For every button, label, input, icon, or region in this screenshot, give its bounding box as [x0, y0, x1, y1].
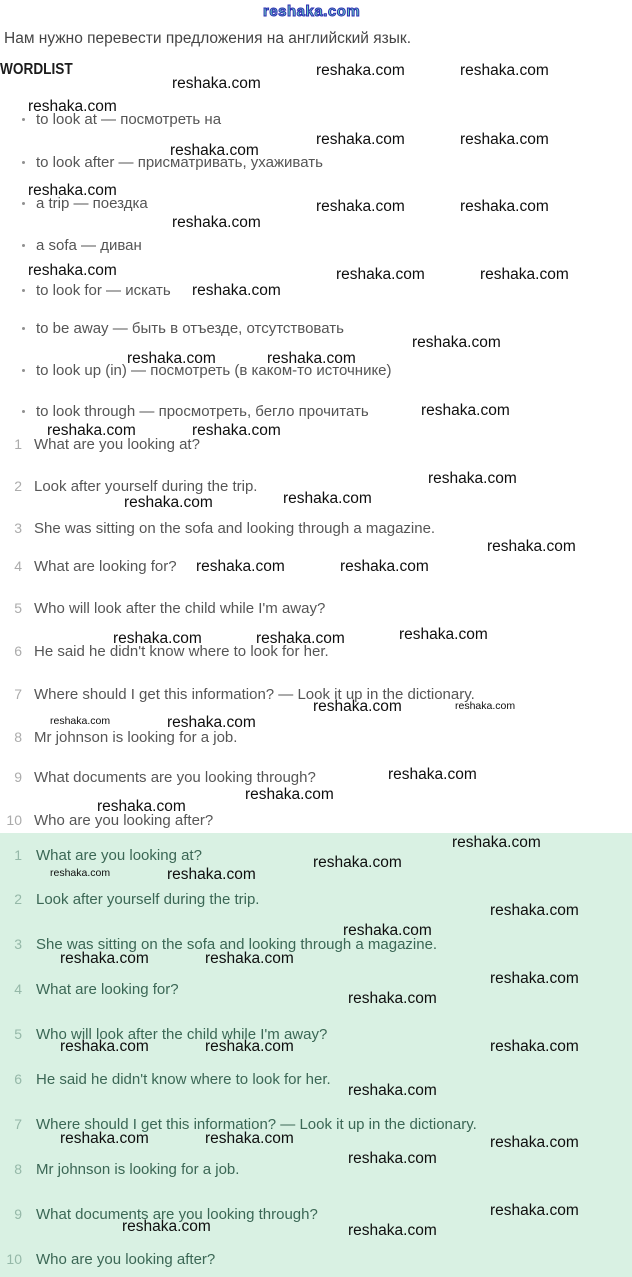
wordlist-item-text: to look at — посмотреть на [36, 111, 222, 128]
answer-number: 6 [14, 1071, 22, 1087]
task-text: She was sitting on the sofa and looking through a magazine. [34, 520, 436, 537]
watermark: reshaka.com [60, 1038, 149, 1055]
answer-text: Look after yourself during the trip. [36, 891, 260, 908]
answer-text: He said he didn't know where to look for her. [36, 1071, 331, 1088]
watermark: reshaka.com [50, 715, 111, 727]
answer-text: Who will look after the child while I'm away? [36, 1026, 328, 1043]
watermark: reshaka.com [313, 698, 402, 715]
task-number: 1 [14, 436, 22, 452]
watermark: reshaka.com [487, 538, 576, 555]
task-item [0, 437, 632, 455]
watermark: reshaka.com [460, 62, 549, 79]
task-number: 3 [14, 520, 22, 536]
answer-text: What documents are you looking through? [36, 1206, 318, 1223]
task-number: 5 [14, 600, 22, 616]
wordlist-item [36, 404, 369, 419]
watermark: reshaka.com [313, 854, 402, 871]
wordlist-item-text: to look after — присматривать, ухаживать [36, 154, 323, 171]
watermark: reshaka.com [192, 422, 281, 439]
watermark: reshaka.com [167, 866, 256, 883]
watermark: reshaka.com [172, 75, 261, 92]
watermark: reshaka.com [127, 350, 216, 367]
watermark: reshaka.com [316, 198, 405, 215]
watermark: reshaka.com [348, 1222, 437, 1239]
task-item [0, 601, 632, 619]
task-text: What documents are you looking through? [34, 769, 316, 786]
watermark: reshaka.com [256, 630, 345, 647]
task-number: 4 [14, 558, 22, 574]
wordlist-title: WORDLIST [0, 61, 73, 78]
watermark: reshaka.com [412, 334, 501, 351]
task-text: He said he didn't know where to look for her. [34, 643, 329, 660]
task-text: Where should I get this information? — Look it up in the dictionary. [34, 686, 475, 703]
watermark: reshaka.com [455, 700, 516, 712]
wordlist-item-text: a trip — поездка [36, 195, 148, 212]
task-text: What are looking for? [34, 558, 177, 575]
watermark: reshaka.com [283, 490, 372, 507]
answer-number: 10 [6, 1251, 22, 1267]
watermark: reshaka.com [490, 1202, 579, 1219]
watermark: reshaka.com [452, 834, 541, 851]
task-text: Who are you looking after? [34, 812, 214, 829]
watermark: reshaka.com [28, 182, 117, 199]
wordlist-item-text: to look through — просмотреть, бегло прочитать [36, 403, 369, 420]
wordlist-item [36, 283, 171, 298]
watermark: reshaka.com [490, 902, 579, 919]
answer-number: 1 [14, 847, 22, 863]
answer-item [0, 1072, 632, 1090]
watermark: reshaka.com [205, 1130, 294, 1147]
task-number: 7 [14, 686, 22, 702]
site-watermark: reshaka.com [263, 3, 361, 20]
watermark: reshaka.com [113, 630, 202, 647]
watermark: reshaka.com [421, 402, 510, 419]
watermark: reshaka.com [316, 62, 405, 79]
answer-text: Mr johnson is looking for a job. [36, 1161, 240, 1178]
bullet-icon [22, 244, 25, 247]
bullet-icon [22, 202, 25, 205]
watermark: reshaka.com [348, 990, 437, 1007]
watermark: reshaka.com [245, 786, 334, 803]
watermark: reshaka.com [388, 766, 477, 783]
answer-number: 4 [14, 981, 22, 997]
watermark: reshaka.com [167, 714, 256, 731]
watermark: reshaka.com [490, 970, 579, 987]
watermark: reshaka.com [192, 282, 281, 299]
task-number: 8 [14, 729, 22, 745]
watermark: reshaka.com [124, 494, 213, 511]
answer-text: Where should I get this information? — Look it up in the dictionary. [36, 1116, 477, 1133]
watermark: reshaka.com [28, 98, 117, 115]
task-number: 9 [14, 769, 22, 785]
wordlist-item [36, 321, 344, 336]
wordlist-item-text: to be away — быть в отъезде, отсутствовать [36, 320, 344, 337]
wordlist-item-text: to look up (in) — посмотреть (в каком-то источнике) [36, 362, 392, 379]
answer-text: She was sitting on the sofa and looking through a magazine. [36, 936, 438, 953]
watermark: reshaka.com [60, 950, 149, 967]
task-number: 2 [14, 478, 22, 494]
task-number: 6 [14, 643, 22, 659]
watermark: reshaka.com [47, 422, 136, 439]
answer-text: Who are you looking after? [36, 1251, 216, 1268]
watermark: reshaka.com [267, 350, 356, 367]
answer-number: 5 [14, 1026, 22, 1042]
intro-text: Нам нужно перевести предложения на английский язык. [4, 30, 411, 47]
answer-number: 2 [14, 891, 22, 907]
watermark: reshaka.com [205, 1038, 294, 1055]
watermark: reshaka.com [348, 1082, 437, 1099]
answer-number: 3 [14, 936, 22, 952]
wordlist-item [36, 238, 142, 253]
watermark: reshaka.com [336, 266, 425, 283]
answer-text: What are you looking at? [36, 847, 202, 864]
task-text: Mr johnson is looking for a job. [34, 729, 238, 746]
answer-text: What are looking for? [36, 981, 179, 998]
watermark: reshaka.com [170, 142, 259, 159]
task-item [0, 730, 632, 748]
answer-item [0, 1252, 632, 1270]
watermark: reshaka.com [172, 214, 261, 231]
task-text: Look after yourself during the trip. [34, 478, 258, 495]
answer-number: 8 [14, 1161, 22, 1177]
task-text: Who will look after the child while I'm away? [34, 600, 326, 617]
watermark: reshaka.com [490, 1038, 579, 1055]
watermark: reshaka.com [50, 867, 111, 879]
task-number: 10 [6, 812, 22, 828]
watermark: reshaka.com [399, 626, 488, 643]
watermark: reshaka.com [28, 262, 117, 279]
answer-number: 9 [14, 1206, 22, 1222]
watermark: reshaka.com [480, 266, 569, 283]
watermark: reshaka.com [122, 1218, 211, 1235]
answer-item [0, 1162, 632, 1180]
watermark: reshaka.com [60, 1130, 149, 1147]
bullet-icon [22, 289, 25, 292]
answer-number: 7 [14, 1116, 22, 1132]
watermark: reshaka.com [340, 558, 429, 575]
bullet-icon [22, 369, 25, 372]
watermark: reshaka.com [428, 470, 517, 487]
wordlist-item-text: a sofa — диван [36, 237, 142, 254]
task-item [0, 813, 632, 831]
task-item [0, 559, 632, 577]
bullet-icon [22, 327, 25, 330]
task-item [0, 521, 632, 539]
watermark: reshaka.com [343, 922, 432, 939]
watermark: reshaka.com [316, 131, 405, 148]
watermark: reshaka.com [205, 950, 294, 967]
watermark: reshaka.com [97, 798, 186, 815]
watermark: reshaka.com [196, 558, 285, 575]
watermark: reshaka.com [490, 1134, 579, 1151]
bullet-icon [22, 118, 25, 121]
watermark: reshaka.com [348, 1150, 437, 1167]
bullet-icon [22, 410, 25, 413]
wordlist-item-text: to look for — искать [36, 282, 171, 299]
watermark: reshaka.com [460, 131, 549, 148]
task-text: What are you looking at? [34, 436, 200, 453]
watermark: reshaka.com [460, 198, 549, 215]
bullet-icon [22, 161, 25, 164]
